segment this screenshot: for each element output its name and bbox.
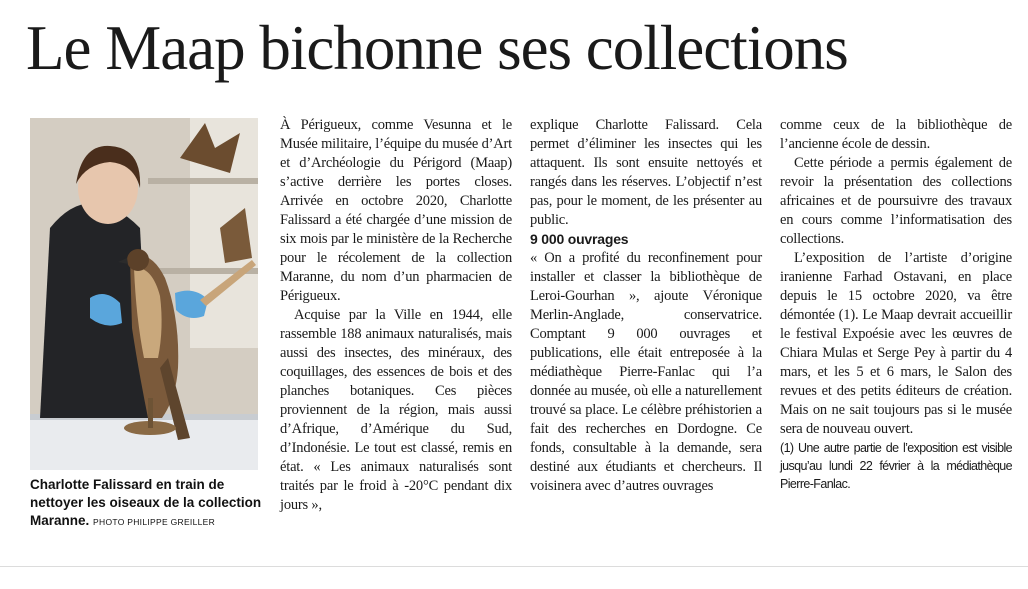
- column-2: [530, 116, 762, 496]
- paragraph: Cette période a permis également de revoir la présentation des collections africaines et de poursuivre des travaux en cours comme l’informatisation des collections.: [780, 155, 1012, 247]
- photo-illustration: [30, 118, 258, 470]
- caption-text: Charlotte Falissard en train de nettoyer les oiseaux de la collection Maranne.: [30, 477, 262, 528]
- subheading: 9 000 ouvrages: [530, 231, 629, 247]
- article-photo: [30, 118, 258, 470]
- paragraph: comme ceux de la bibliothèque de l’ancienne école de dessin.: [780, 117, 1012, 152]
- paragraph: À Périgueux, comme Vesunna et le Musée militaire, l’équipe du musée d’Art et d’Archéologie du Périgord (Maap) s’active derrière les portes closes. Arrivée en octobre 2020, Charlotte Falissard a été chargée d’une mission de six mois par le ministère de la Recherche pour le récolement de la collection Maranne, du nom d’un pharmacien de Périgueux.: [280, 117, 512, 304]
- photo-credit: PHOTO PHILIPPE GREILLER: [93, 517, 216, 527]
- paragraph: explique Charlotte Falissard. Cela permet d’éliminer les insectes qui les attaquent. Ils sont ensuite nettoyés et rangés dans les réserves. L’objectif n’est pas, pour le moment, de les présenter au public.: [530, 117, 762, 228]
- photo-caption: [30, 476, 262, 531]
- column-1: [280, 116, 512, 515]
- bottom-divider: [0, 566, 1028, 567]
- headline: Le Maap bichonne ses collections: [26, 13, 848, 83]
- paragraph: Acquise par la Ville en 1944, elle rassemble 188 animaux naturalisés, mais aussi des insectes, des minéraux, des coquillages, des essences de bois et des planches botaniques. Ces pièces proviennent de la région, mais aussi d’Afrique, d’Amérique du Sud, d’Indonésie. Le tout est classé, remis en état. « Les animaux naturalisés sont traités par le froid à -20°C pendant dix jours »,: [280, 307, 512, 513]
- paragraph: L’exposition de l’artiste d’origine iranienne Farhad Ostavani, en place depuis le 15 octobre 2020, va être démontée (1). Le Maap devrait accueillir le festival Expoésie avec les œuvres de Chiara Mulas et Serge Pey à partir du 4 mars, et les 5 et 6 mars, le Salon des revues et des petits éditeurs de création. Mais on ne sait toujours pas si le musée sera de nouveau ouvert.: [780, 250, 1012, 437]
- column-3: [780, 116, 1012, 493]
- paragraph: « On a profité du reconfinement pour installer et classer la bibliothèque de Leroi-Gourhan », ajoute Véronique Merlin-Anglade, conservatrice. Comptant 9 000 ouvrages et publications, elle était entreposée à la médiathèque Pierre-Fanlac qui l’a donnée au musée, où elle a naturellement trouvé sa place. Le célèbre préhistorien a fait des recherches en Dordogne. Ce fonds, consultable à la demande, sera destiné aux étudiants et chercheurs. Il voisinera avec d’autres ouvrages: [530, 250, 762, 494]
- footnote: (1) Une autre partie de l’exposition est visible jusqu’au lundi 22 février à la médiathèque Pierre-Fanlac.: [780, 441, 1012, 491]
